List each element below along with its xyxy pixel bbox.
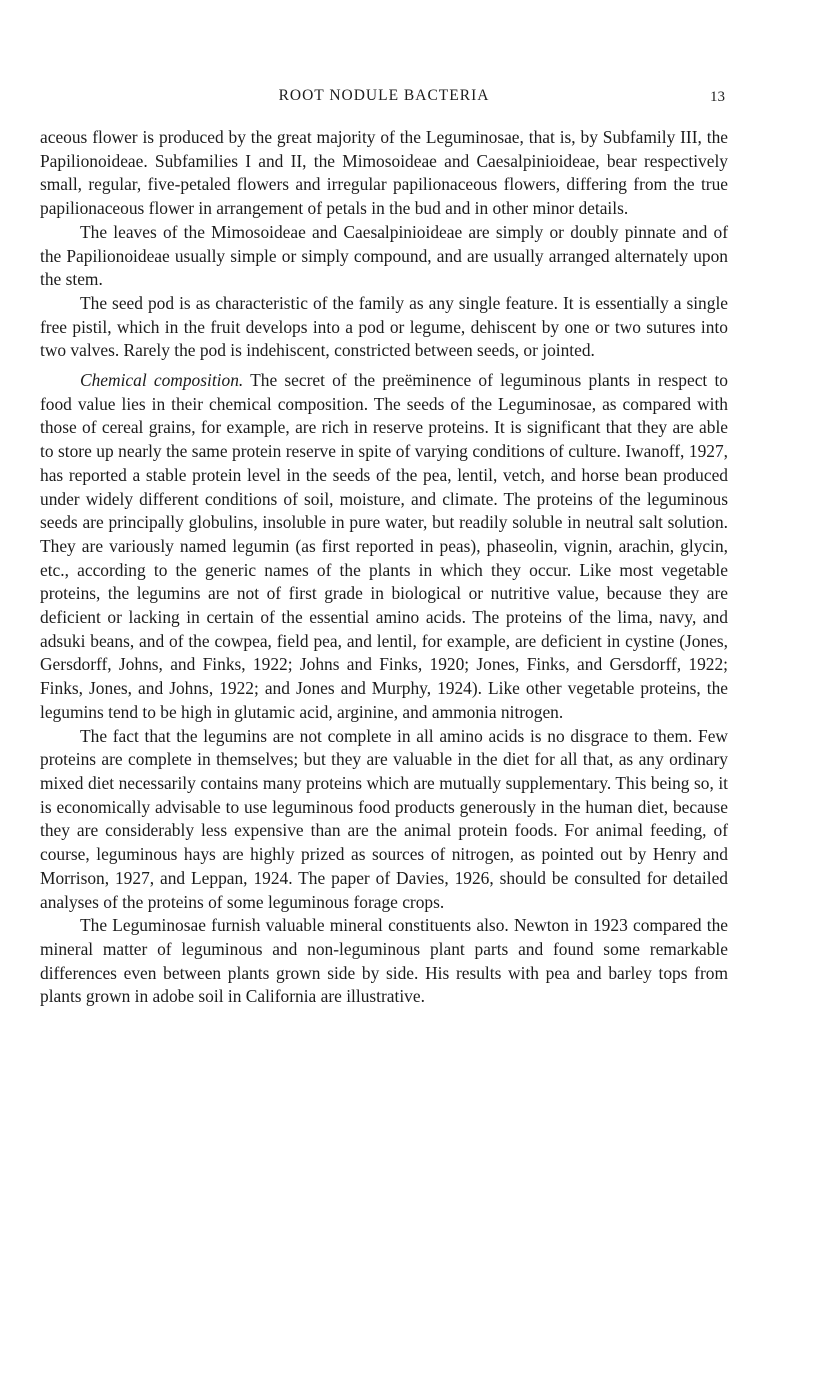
paragraph-flower-continuation: aceous flower is produced by the great majority of the Leguminosae, that is, by Subfamily III, the Papilionoideae. Subfamilies I and II, the Mimosoideae and Caesalpinioideae, bear respectively small, regular, five-petaled flowers and irregular papilionaceous flowers, differing from the true papilionaceous flower in arrangement of petals in the bud and in other minor details. [40, 127, 728, 219]
section-run-in-heading: Chemical composition. [80, 370, 244, 391]
running-head [40, 84, 728, 112]
running-title: ROOT NODULE BACTERIA [278, 87, 490, 104]
book-page [40, 84, 728, 1009]
paragraph-minerals: The Leguminosae furnish valuable mineral constituents also. Newton in 1923 compared the mineral matter of leguminous and non-leguminous plant parts and found some remarkable differences even between plants grown side by side. His results with pea and barley tops from plants grown in adobe soil in California are illustrative. [40, 915, 728, 1007]
paragraph-seed-pod: The seed pod is as characteristic of the family as any single feature. It is essentially a single free pistil, which in the fruit develops into a pod or legume, dehiscent by one or two sutures into two valves. Rarely the pod is indehiscent, constricted between seeds, or jointed. [40, 292, 728, 361]
page-number: 13 [710, 89, 725, 105]
paragraph-legumins: The fact that the legumins are not complete in all amino acids is no disgrace to them. Few proteins are complete in themselves; but they are valuable in the diet for all that, as any ordinary mixed diet necessarily contains many proteins which are mutually supplementary. This being so, it is economically advisable to use leguminous food products generously in the human diet, because they are considerably less expensive than are the animal protein foods. For animal feeding, of course, leguminous hays are highly prized as sources of nitrogen, as pointed out by Henry and Morrison, 1927, and Leppan, 1924. The paper of Davies, 1926, should be consulted for detailed analyses of the proteins of some leguminous forage crops. [40, 725, 728, 912]
body-text [40, 126, 728, 1009]
paragraph-chemical-composition [40, 369, 728, 725]
paragraph-leaves: The leaves of the Mimosoideae and Caesalpinioideae are simply or doubly pinnate and of the Papilionoideae usually simple or simply compound, and are usually arranged alternately upon the stem. [40, 221, 728, 290]
paragraph-chemical-composition-text: The secret of the preëminence of leguminous plants in respect to food value lies in their chemical composition. The seeds of the Leguminosae, as compared with those of cereal grains, for example, are rich in reserve proteins. It is significant that they are able to store up nearly the same protein reserve in spite of varying conditions of culture. Iwanoff, 1927, has reported a stable protein level in the seeds of the pea, lentil, vetch, and horse bean produced under widely different conditions of soil, moisture, and climate. The proteins of the leguminous seeds are principally globulins, insoluble in pure water, but readily soluble in neutral salt solution. They are variously named legumin (as first reported in peas), phaseolin, vignin, arachin, glycin, etc., according to the generic names of the plants in which they occur. Like most vegetable proteins, the legumins are not of first grade in biological or nutritive value, because they are deficient or lacking in certain of the essential amino acids. The proteins of the lima, navy, and adsuki beans, and of the cowpea, field pea, and lentil, for example, are deficient in cystine (Jones, Gersdorff, Johns, and Finks, 1922; Johns and Finks, 1920; Jones, Finks, and Gersdorff, 1922; Finks, Jones, and Johns, 1922; and Jones and Murphy, 1924). Like other vegetable proteins, the legumins tend to be high in glutamic acid, arginine, and ammonia nitrogen. [40, 370, 728, 722]
